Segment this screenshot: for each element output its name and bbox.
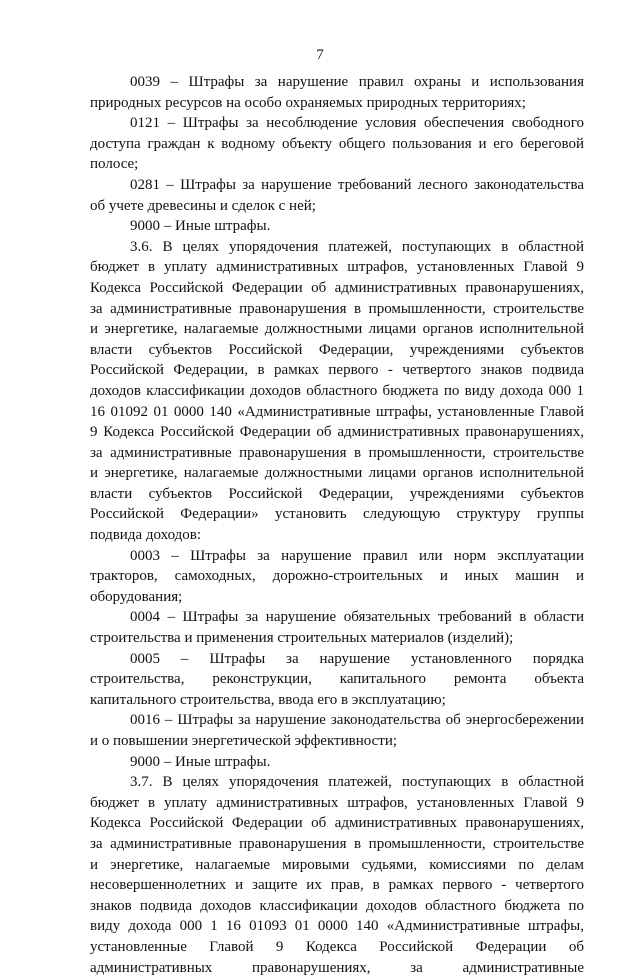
text-line: и энергетике, налагаемые должностными лицами органов исполнительной — [90, 465, 584, 482]
text-line: и энергетике, налагаемые должностными лицами органов исполнительной — [90, 321, 584, 338]
text-line: несовершеннолетних и защите их прав, в рамках первого - четвертого — [90, 877, 584, 894]
text-line: административных правонарушениях, за административные — [90, 959, 584, 976]
text-line: 0281 – Штрафы за нарушение требований лесного законодательства — [130, 176, 584, 193]
text-line: 3.7. В целях упорядочения платежей, поступающих в областной — [130, 774, 584, 791]
text-line: доступа граждан к водному объекту общего пользования и его береговой — [90, 135, 584, 152]
page-number: 7 — [316, 47, 324, 63]
text-line: Российской Федерации» установить следующую структуру группы — [90, 506, 584, 523]
text-line: природных ресурсов на особо охраняемых природных территориях; — [90, 94, 526, 111]
text-line: Кодекса Российской Федерации об административных правонарушениях, — [90, 279, 584, 296]
text-line: бюджет в уплату административных штрафов, установленных Главой 9 — [90, 794, 584, 811]
text-line: доходов классификации доходов областного бюджета по виду дохода 000 1 — [90, 382, 584, 399]
text-line: строительства, реконструкции, капитального ремонта объекта — [90, 671, 584, 688]
text-line: и о повышении энергетической эффективности; — [90, 733, 398, 749]
text-line: об учете древесины и сделок с ней; — [90, 197, 316, 214]
text-line: 9000 – Иные штрафы. — [130, 218, 271, 235]
text-line: тракторов, самоходных, дорожно-строительных и иных машин и — [90, 568, 584, 585]
text-line: виду дохода 000 1 16 01093 01 0000 140 «Административные штрафы, — [90, 918, 584, 935]
text-line: и энергетике, налагаемые мировыми судьями, комиссиями по делам — [90, 856, 584, 873]
text-line: 0003 – Штрафы за нарушение правил или норм эксплуатации — [130, 547, 584, 564]
text-line: Кодекса Российской Федерации об административных правонарушениях, — [90, 815, 584, 832]
text-line: 16 01092 01 0000 140 «Административные штрафы, установленные Главой — [90, 403, 584, 420]
text-line: 0121 – Штрафы за несоблюдение условия обеспечения свободного — [130, 115, 584, 132]
text-line: 9000 – Иные штрафы. — [130, 753, 271, 770]
text-line: за административные правонарушения в промышленности, строительстве — [90, 300, 584, 317]
text-line: подвида доходов: — [90, 527, 202, 544]
document-body — [90, 72, 584, 978]
text-line: 0016 – Штрафы за нарушение законодательства об энергосбережении — [130, 712, 584, 729]
text-line: капитального строительства, ввода его в эксплуатацию; — [90, 691, 446, 708]
text-line: 9 Кодекса Российской Федерации об административных правонарушениях, — [90, 424, 584, 441]
text-line: Российской Федерации, в рамках первого - четвертого знаков подвида — [90, 362, 584, 379]
text-line: полосе; — [90, 156, 139, 173]
text-line: 3.6. В целях упорядочения платежей, поступающих в областной — [130, 238, 584, 255]
text-line: установленные Главой 9 Кодекса Российской Федерации об — [90, 938, 584, 955]
text-line: 0005 – Штрафы за нарушение установленного порядка — [130, 650, 584, 667]
text-line: 0039 – Штрафы за нарушение правил охраны и использования — [130, 74, 584, 90]
text-line: власти субъектов Российской Федерации, учреждениями субъектов — [90, 485, 584, 502]
text-line: за административные правонарушения в промышленности, строительстве — [90, 444, 584, 461]
text-line: оборудования; — [90, 588, 183, 605]
text-line: бюджет в уплату административных штрафов, установленных Главой 9 — [90, 259, 584, 276]
text-line: власти субъектов Российской Федерации, учреждениями субъектов — [90, 341, 584, 358]
text-line: знаков подвида доходов классификации доходов областного бюджета по — [90, 897, 584, 914]
text-line: 0004 – Штрафы за нарушение обязательных требований в области — [130, 609, 584, 626]
text-line: за административные правонарушения в промышленности, строительстве — [90, 835, 584, 852]
text-line: строительства и применения строительных материалов (изделий); — [90, 630, 514, 647]
